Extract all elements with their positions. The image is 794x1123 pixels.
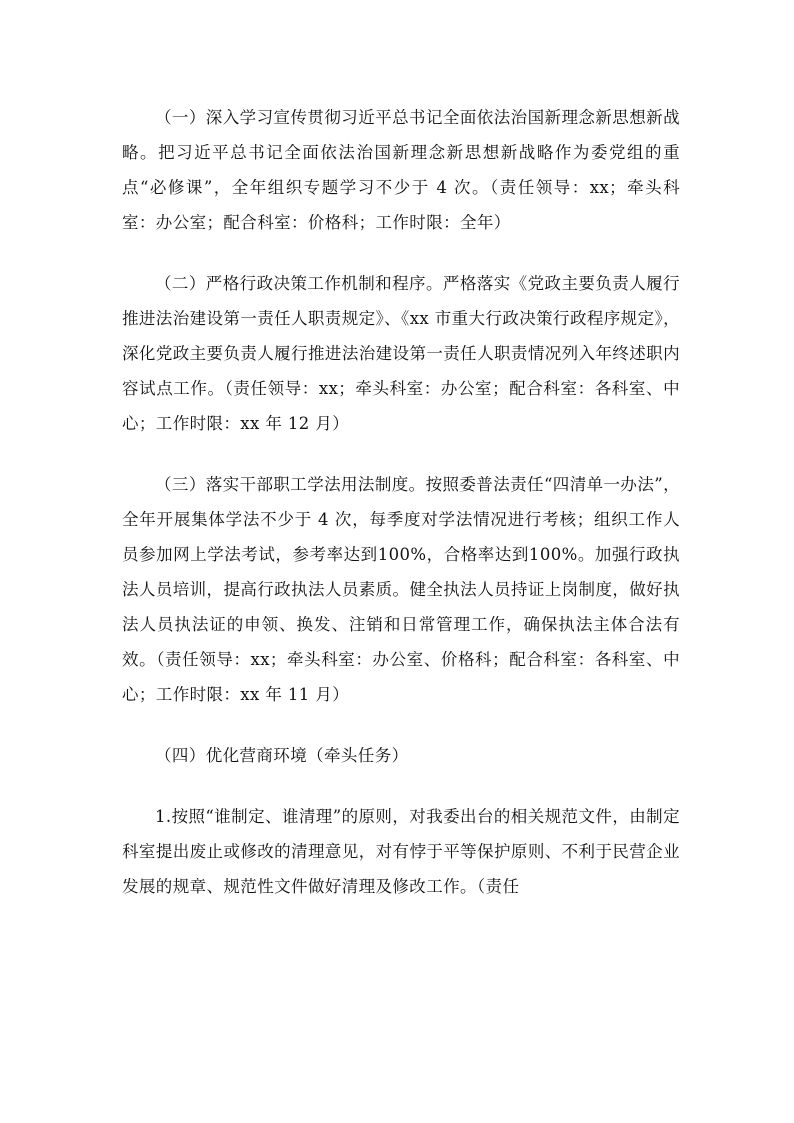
paragraph-3: （三）落实干部职工学法用法制度。按照委普法责任“四清单一办法”，全年开展集体学法不少于 4 次，每季度对学法情况进行考核；组织工作人员参加网上学法考试，参考率达到100%，合格率达到100%。加强行政执法人员培训，提高行政执法人员素质。健全执法人员持证上岗制度，做好执法人员执法证的申领、换发、注销和日常管理工作，确保执法主体合法有效。（责任领导：xx；牵头科室：办公室、价格科；配合科室：各科室、中心；工作时限：xx 年 11 月） xyxy=(122,475,680,704)
paragraph-1: （一）深入学习宣传贯彻习近平总书记全面依法治国新理念新思想新战略。把习近平总书记全面依法治国新理念新思想新战略作为委党组的重点“必修课”，全年组织专题学习不少于 4 次。（责任领导：xx；牵头科室：办公室；配合科室：价格科；工作时限：全年） xyxy=(122,108,680,232)
paragraph-4-heading: （四）优化营商环境（牵头任务） xyxy=(155,746,409,765)
paragraph-5: 1.按照“谁制定、谁清理”的原则，对我委出台的相关规范文件，由制定科室提出废止或修改的清理意见，对有悖于平等保护原则、不利于民营企业发展的规章、规范性文件做好清理及修改工作。（责任 xyxy=(122,807,680,896)
document-body xyxy=(122,100,680,904)
paragraph-2: （二）严格行政决策工作机制和程序。严格落实《党政主要负责人履行推进法治建设第一责任人职责规定》、《xx 市重大行政决策行政程序规定》，深化党政主要负责人履行推进法治建设第一责任人职责情况列入年终述职内容试点工作。（责任领导：xx；牵头科室：办公室；配合科室：各科室、中心；工作时限：xx 年 12 月） xyxy=(122,274,681,433)
